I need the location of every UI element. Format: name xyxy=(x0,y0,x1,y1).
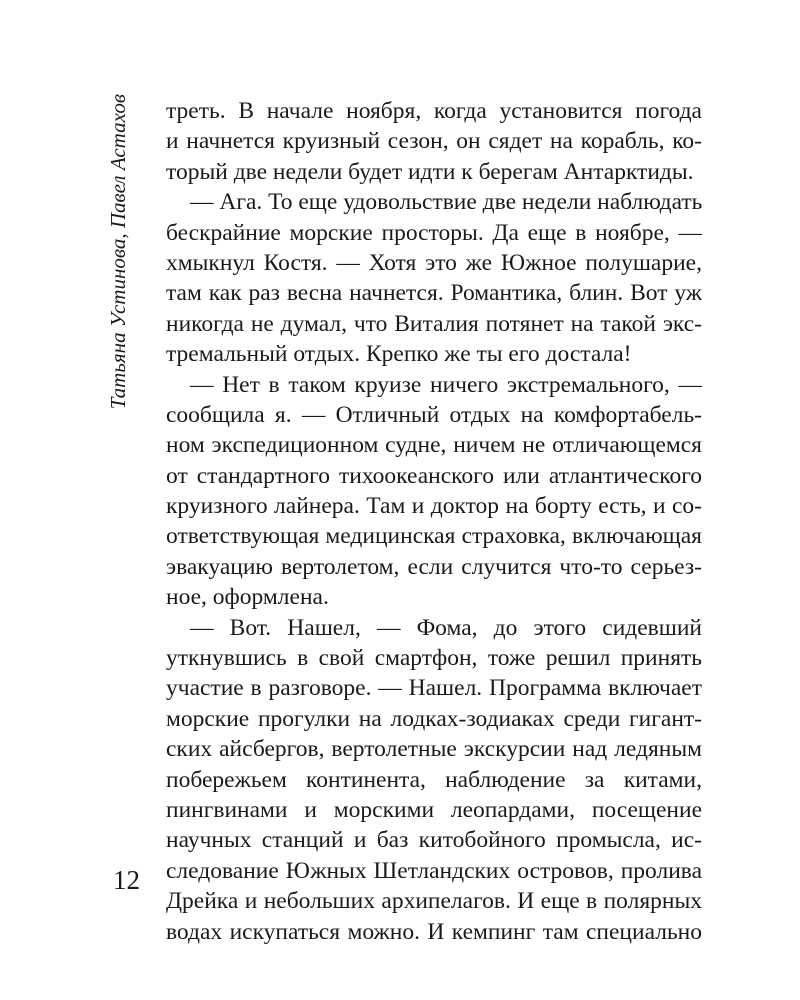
text-line: водах искупаться можно. И кемпинг там специально xyxy=(166,918,702,945)
page-number: 12 xyxy=(113,865,140,895)
text-line: и начнется круизный сезон, он сядет на корабль, ко- xyxy=(166,128,702,155)
text-line: — Нет в таком круизе ничего экстремального, — xyxy=(190,371,702,398)
text-line: следование Южных Шетландских островов, пролива xyxy=(166,857,702,884)
text-line: там как раз весна начнется. Романтика, блин. Вот уж xyxy=(166,280,702,307)
text-line: — Ага. То еще удовольствие две недели наблюдать xyxy=(190,189,702,216)
text-line: хмыкнул Костя. — Хотя это же Южное полушарие, xyxy=(166,249,702,276)
text-line: ответствующая медицинская страховка, включающая xyxy=(166,523,702,550)
text-line: научных станций и баз китобойного промысла, ис- xyxy=(166,827,702,854)
text-line: ских айсбергов, вертолетные экскурсии над ледяным xyxy=(166,736,702,763)
text-line: тремальный отдых. Крепко же ты его достала! xyxy=(166,341,632,368)
text-line: круизного лайнера. Там и доктор на борту есть, и со- xyxy=(166,493,702,520)
text-line: побережьем континента, наблюдение за китами, xyxy=(166,766,702,793)
text-line: эвакуацию вертолетом, если случится что-то серьез- xyxy=(166,553,702,580)
text-line: ное, оформлена. xyxy=(166,584,329,611)
text-line: Дрейка и небольших архипелагов. И еще в полярных xyxy=(166,888,702,915)
text-line: участие в разговоре. — Нашел. Программа включает xyxy=(166,675,702,702)
text-line: пингвинами и морскими леопардами, посещение xyxy=(166,796,702,823)
running-header xyxy=(103,94,133,410)
text-line: ном экспедиционном судне, ничем не отличающемся xyxy=(166,432,702,459)
text-line: морские прогулки на лодках-зодиаках среди гигант- xyxy=(166,705,702,732)
text-line: бескрайние морские просторы. Да еще в ноябре, — xyxy=(166,219,702,246)
text-line: торый две недели будет идти к берегам Антарктиды. xyxy=(166,158,694,185)
text-line: уткнувшись в свой смартфон, тоже решил принять xyxy=(166,645,702,672)
running-header-author-line: Татьяна Устинова, Павел Астахов xyxy=(106,94,130,410)
text-line: — Вот. Нашел, — Фома, до этого сидевший xyxy=(190,614,702,641)
body-text xyxy=(166,96,702,947)
text-line: никогда не думал, что Виталия потянет на такой экс- xyxy=(166,310,702,337)
text-line: сообщила я. — Отличный отдых на комфортабель- xyxy=(166,401,702,428)
text-line: треть. В начале ноября, когда установится погода xyxy=(166,98,702,124)
text-line: от стандартного тихоокеанского или атлантического xyxy=(166,462,702,489)
